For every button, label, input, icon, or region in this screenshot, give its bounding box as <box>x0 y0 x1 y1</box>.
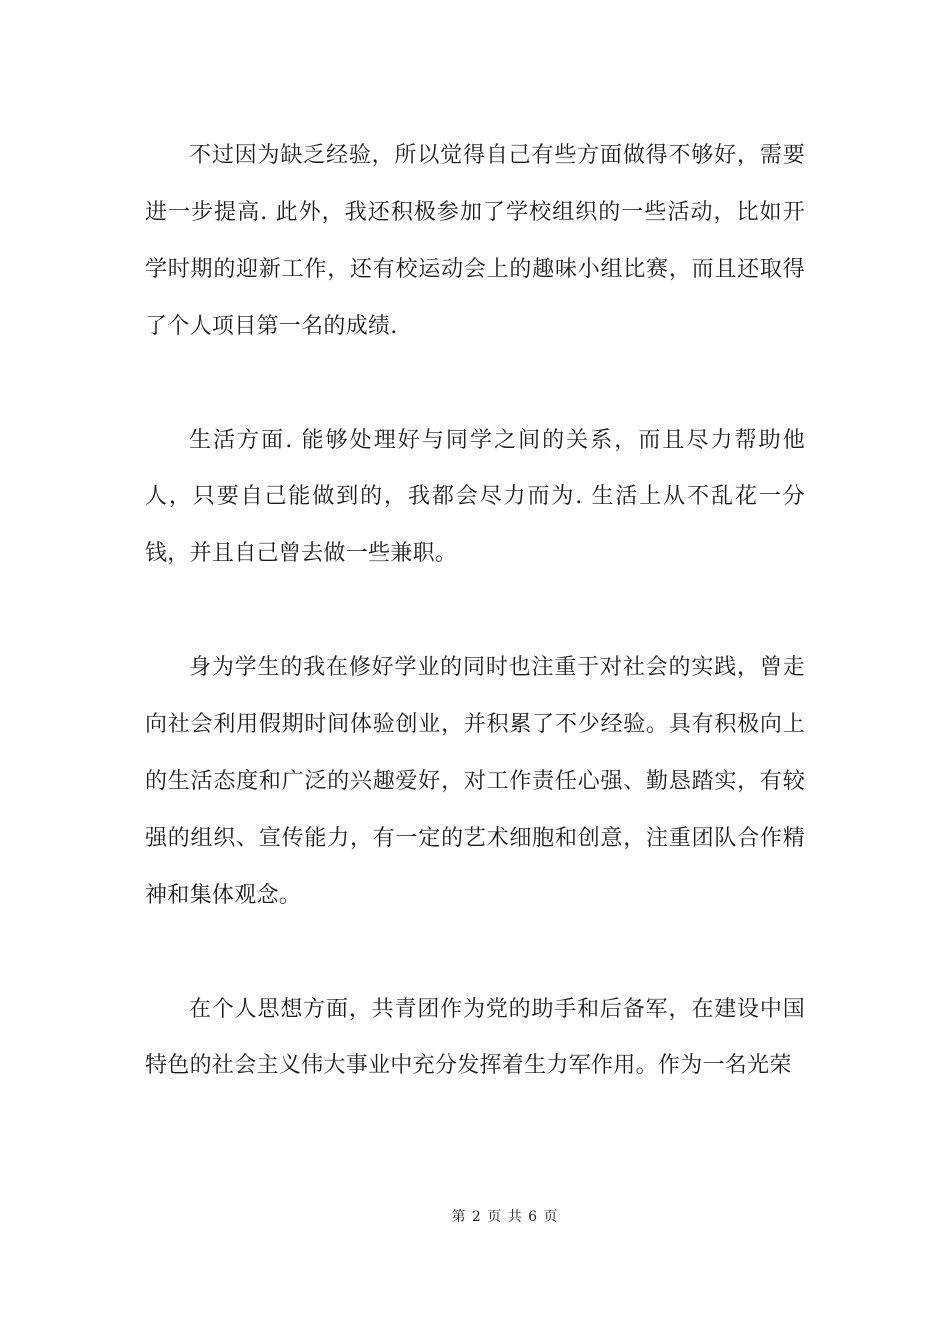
page-number: 第 2 页 共 6 页 <box>451 1209 559 1225</box>
page-footer <box>0 1206 950 1226</box>
paragraph-life: 生活方面. 能够处理好与同学之间的关系，而且尽力帮助他人，只要自己能做到的，我都会尽力而为. 生活上从不乱花一分钱，并且自己曾去做一些兼职。 <box>145 427 805 567</box>
paragraph-ideology: 在个人思想方面，共青团作为党的助手和后备军，在建设中国特色的社会主义伟大事业中充分发挥着生力军作用。作为一名光荣 <box>145 996 805 1079</box>
paragraph-experience-activities: 不过因为缺乏经验，所以觉得自己有些方面做得不够好，需要进一步提高. 此外，我还积极参加了学校组织的一些活动，比如开学时期的迎新工作，还有校运动会上的趣味小组比赛，而且还取得了个人项目第一名的成绩. <box>145 143 805 339</box>
paragraph-social-practice: 身为学生的我在修好学业的同时也注重于对社会的实践，曾走向社会利用假期时间体验创业，并积累了不少经验。具有积极向上的生活态度和广泛的兴趣爱好，对工作责任心强、勤恳踏实，有较强的组织、宣传能力，有一定的艺术细胞和创意，注重团队合作精神和集体观念。 <box>145 655 805 908</box>
document-body <box>145 128 805 1152</box>
